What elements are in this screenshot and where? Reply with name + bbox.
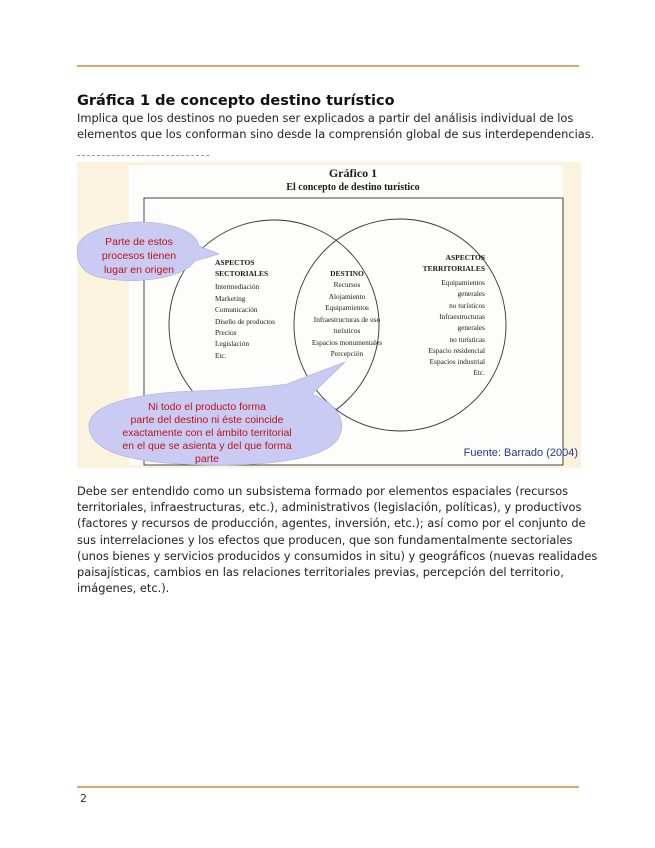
figure-subheading: El concepto de destino turístico (286, 182, 420, 193)
center-title: DESTINO (330, 269, 364, 278)
callout-bottom-line: parte del destino ni éste coincide (130, 414, 284, 426)
right-circle-title: TERRITORIALES (422, 264, 485, 273)
center-item: Espacios monumentales (311, 338, 383, 347)
right-circle-item: Equipamientos (441, 278, 485, 287)
callout-top-line: lugar en origen (103, 264, 175, 276)
center-item: Equipamientos (325, 303, 369, 312)
intro-paragraph (77, 110, 595, 142)
left-circle-title: SECTORIALES (215, 269, 269, 278)
right-circle-item: Espacio residencial (428, 346, 485, 355)
center-item: Infraestructuras de uso (313, 315, 381, 324)
section-title: Gráfica 1 de concepto destino turístico (77, 93, 395, 109)
right-circle-title: ASPECTOS (445, 253, 485, 262)
callout-top-line: procesos tienen (101, 250, 177, 262)
body-line: paisajísticas, cambios en las relaciones territoriales previas, percepción del territorio, (77, 565, 564, 580)
figure-heading: Gráfico 1 (328, 166, 378, 180)
left-circle-item: Precios (215, 328, 237, 337)
callout-top-line: Parte de estos (105, 236, 173, 248)
top-divider (77, 65, 579, 67)
right-circle-item: Espacios industrial (429, 357, 485, 366)
right-circle-item: generales (457, 289, 485, 298)
right-circle-item: no turísticas (449, 335, 485, 344)
body-paragraph (77, 483, 598, 596)
callout-bottom-line: en el que se asienta y del que forma (122, 440, 292, 452)
left-circle-title: ASPECTOS (215, 258, 255, 267)
left-circle-item: Diseño de productos (215, 317, 275, 326)
center-item: Recursos (333, 280, 361, 289)
left-circle-item: Comunicación (215, 305, 258, 314)
right-circle-item: Etc. (473, 368, 485, 377)
page-number: 2 (80, 792, 87, 805)
callout-bottom-line: exactamente con el ámbito territorial (122, 427, 292, 439)
callout-bottom-line: Ni todo el producto forma (148, 401, 266, 413)
figure-source: Fuente: Barrado (2004) (463, 447, 578, 459)
figure-frame-mark (77, 155, 209, 157)
body-line: territoriales, infraestructuras, etc.), administrativos (legislación, políticas), y productivos (77, 500, 582, 515)
intro-line: elementos que los conforman sino desde la comprensión global de sus interdependencias. (77, 127, 595, 142)
left-circle-item: Legislación (215, 339, 250, 348)
center-item: turísticos (333, 326, 361, 335)
callout-bottom-line: parte (195, 453, 219, 465)
body-line: (factores y recursos de producción, agentes, inversión, etc.); así como por el conjunto de (77, 516, 586, 531)
left-circle-item: Etc. (215, 351, 227, 360)
bottom-divider (77, 786, 579, 788)
intro-line: Implica que los destinos no pueden ser explicados a partir del análisis individual de los (77, 111, 574, 125)
right-circle-item: no turísticos (449, 301, 485, 310)
body-line: imágenes, etc.). (77, 581, 170, 596)
center-item: Alojamiento (328, 292, 366, 301)
body-line: Debe ser entendido como un subsistema formado por elementos espaciales (recursos (77, 484, 569, 498)
right-circle-item: Infraestructuras (439, 312, 485, 321)
left-circle-item: Marketing (215, 294, 246, 303)
figure-container (77, 162, 581, 468)
body-line: sus interrelaciones y los efectos que producen, que son fundamentalmente sectoriales (77, 532, 573, 547)
left-circle-item: Intermediación (215, 282, 260, 291)
venn-diagram (77, 162, 581, 468)
body-line: (unos bienes y servicios producidos y consumidos in situ) y geográficos (nuevas realidades (77, 548, 598, 563)
center-item: Percepción (330, 349, 364, 358)
right-circle-item: generales (457, 323, 485, 332)
